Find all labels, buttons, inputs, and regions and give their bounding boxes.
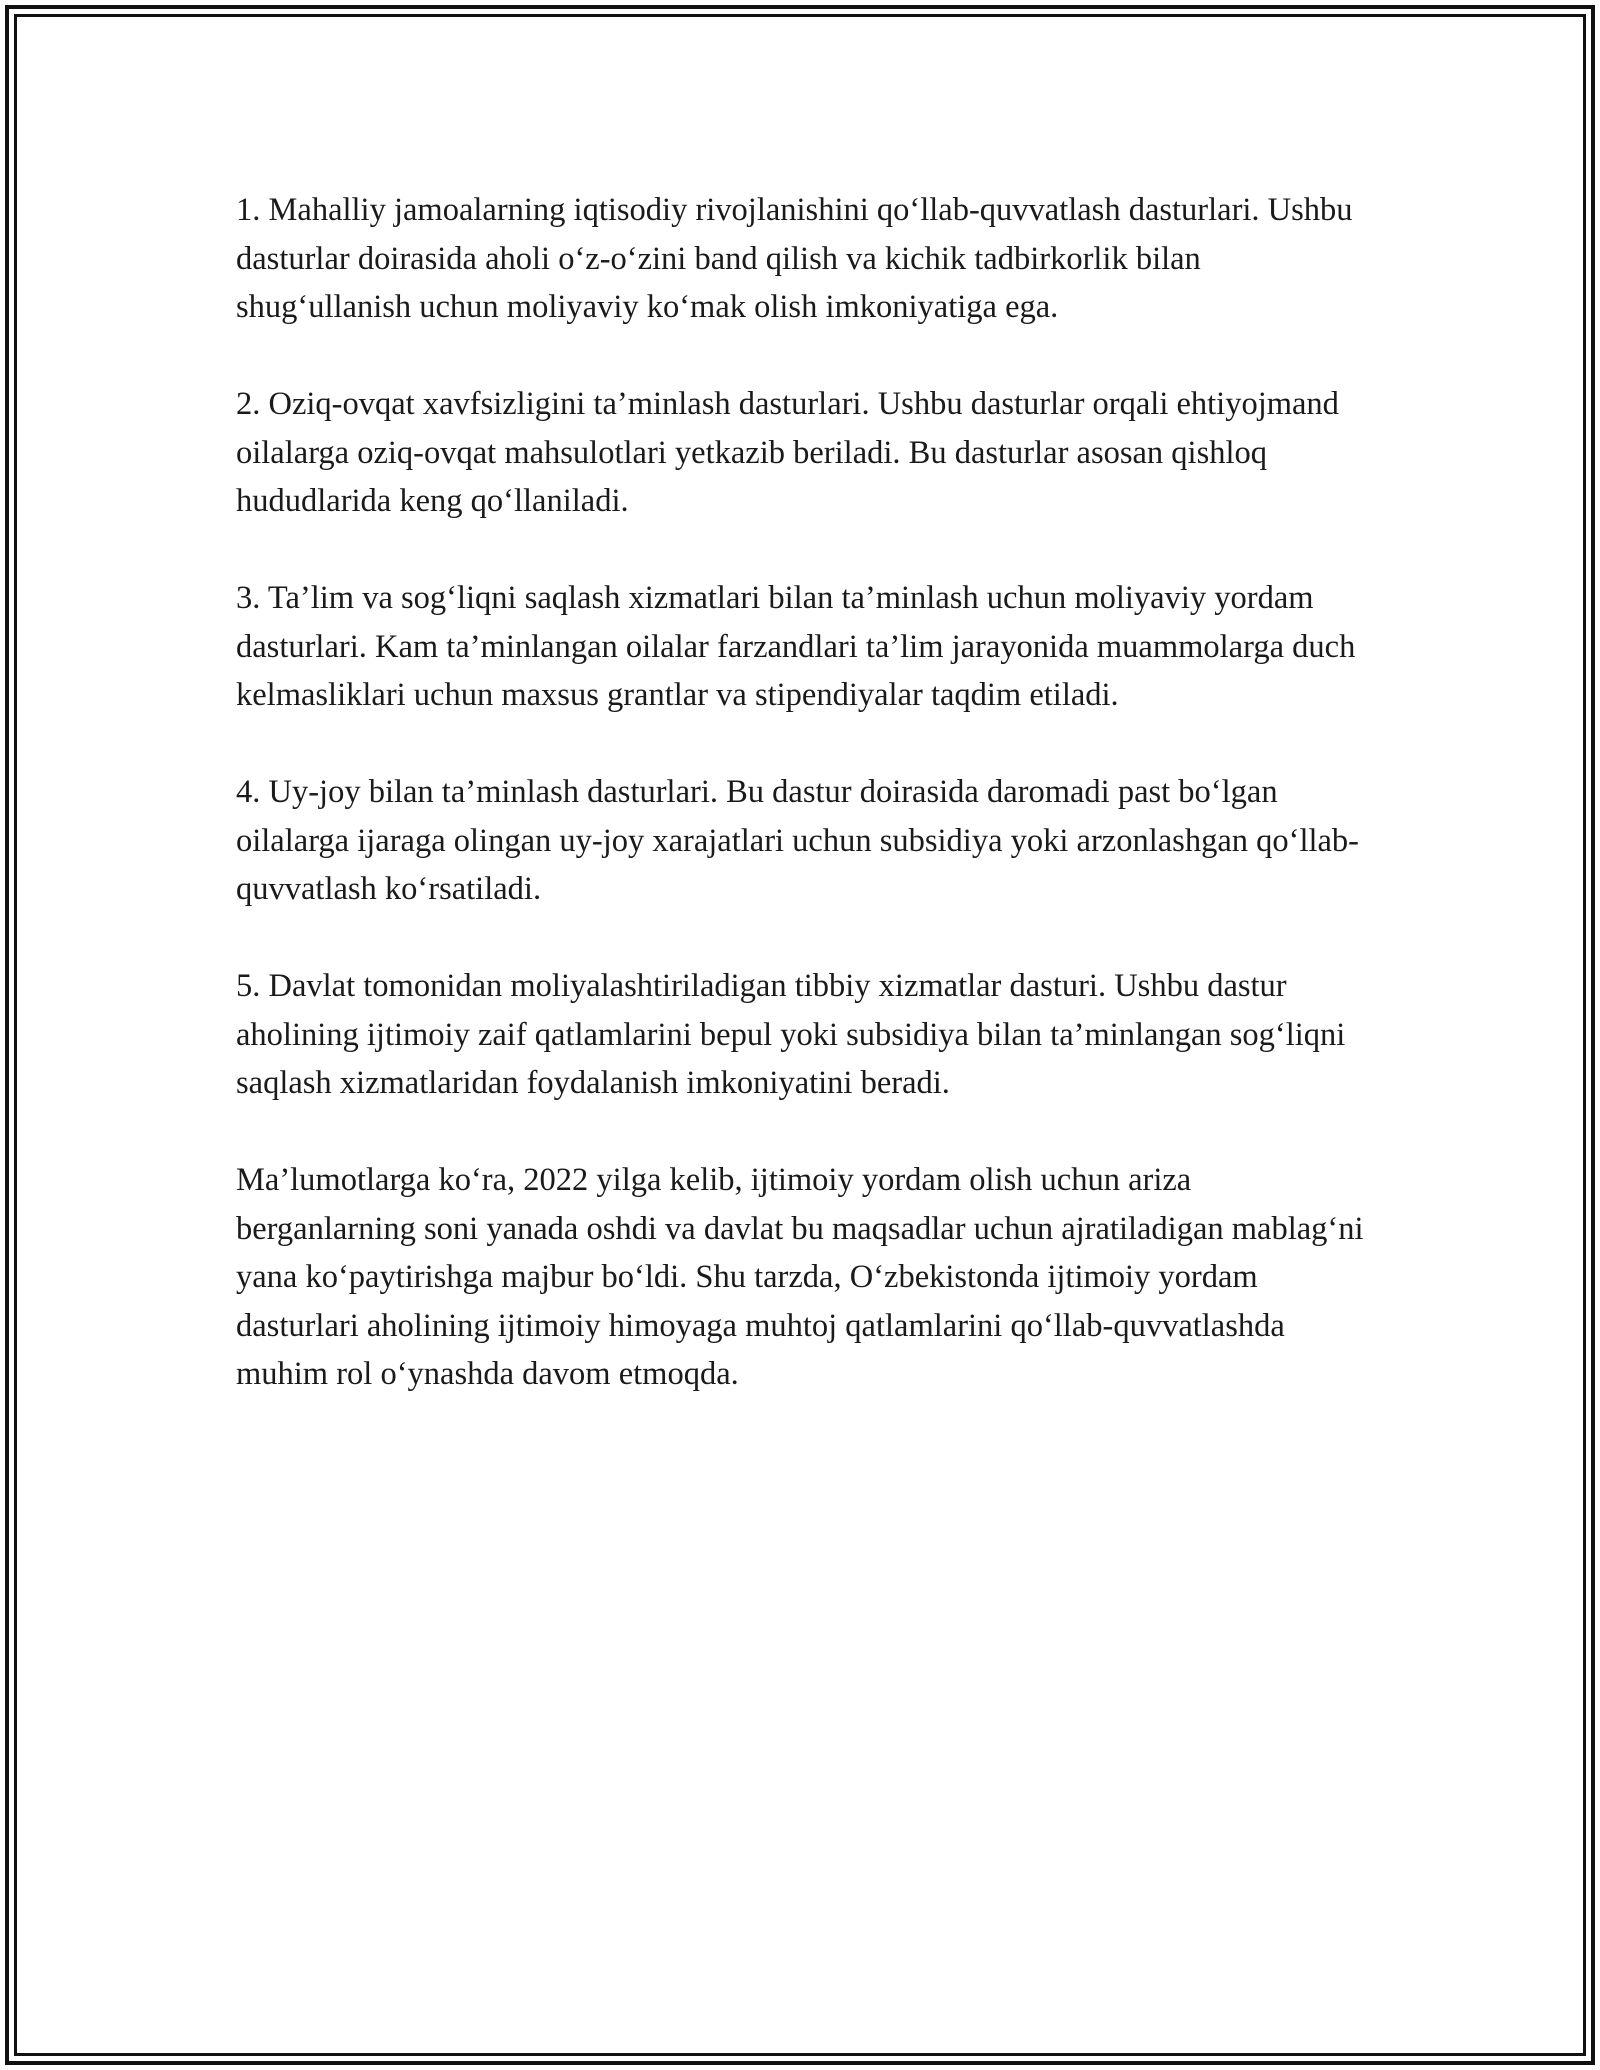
paragraph-conclusion: Ma’lumotlarga ko‘ra, 2022 yilga kelib, ijtimoiy yordam olish uchun ariza berganlarning soni yanada oshdi va davlat bu maqsadlar uchun ajratiladigan mablag‘ni yana ko‘paytirishga majbur bo‘ldi. Shu tarzda, O‘zbekistonda ijtimoiy yordam dasturlari aholining ijtimoiy himoyaga muhtoj qatlamlarini qo‘llab-quvvatlashda muhim rol o‘ynashda davom etmoqda. [236, 1162, 1364, 1392]
paragraph-item-3: 3. Ta’lim va sog‘liqni saqlash xizmatlari bilan ta’minlash uchun moliyaviy yordam dasturlari. Kam ta’minlangan oilalar farzandlari ta’lim jarayonida muammolarga duch kelmasliklari uchun maxsus grantlar va stipendiyalar taqdim etiladi. [236, 580, 1356, 713]
document-body [236, 186, 1370, 1399]
paragraph-item-2: 2. Oziq-ovqat xavfsizligini ta’minlash dasturlari. Ushbu dasturlar orqali ehtiyojmand oilalarga oziq-ovqat mahsulotlari yetkazib beriladi. Bu dasturlar asosan qishloq hududlarida keng qo‘llaniladi. [236, 386, 1339, 519]
paragraph-item-4: 4. Uy-joy bilan ta’minlash dasturlari. Bu dastur doirasida daromadi past bo‘lgan oilalarga ijaraga olingan uy-joy xarajatlari uchun subsidiya yoki arzonlashgan qo‘llab-quvvatlash ko‘rsatiladi. [236, 774, 1359, 907]
paragraph-item-1: 1. Mahalliy jamoalarning iqtisodiy rivojlanishini qo‘llab-quvvatlash dasturlari. Ushbu dasturlar doirasida aholi o‘z-o‘zini band qilish va kichik tadbirkorlik bilan shug‘ullanish uchun moliyaviy ko‘mak olish imkoniyatiga ega. [236, 192, 1353, 325]
paragraph-item-5: 5. Davlat tomonidan moliyalashtiriladigan tibbiy xizmatlar dasturi. Ushbu dastur aholining ijtimoiy zaif qatlamlarini bepul yoki subsidiya bilan ta’minlangan sog‘liqni saqlash xizmatlaridan foydalanish imkoniyatini beradi. [236, 968, 1346, 1101]
